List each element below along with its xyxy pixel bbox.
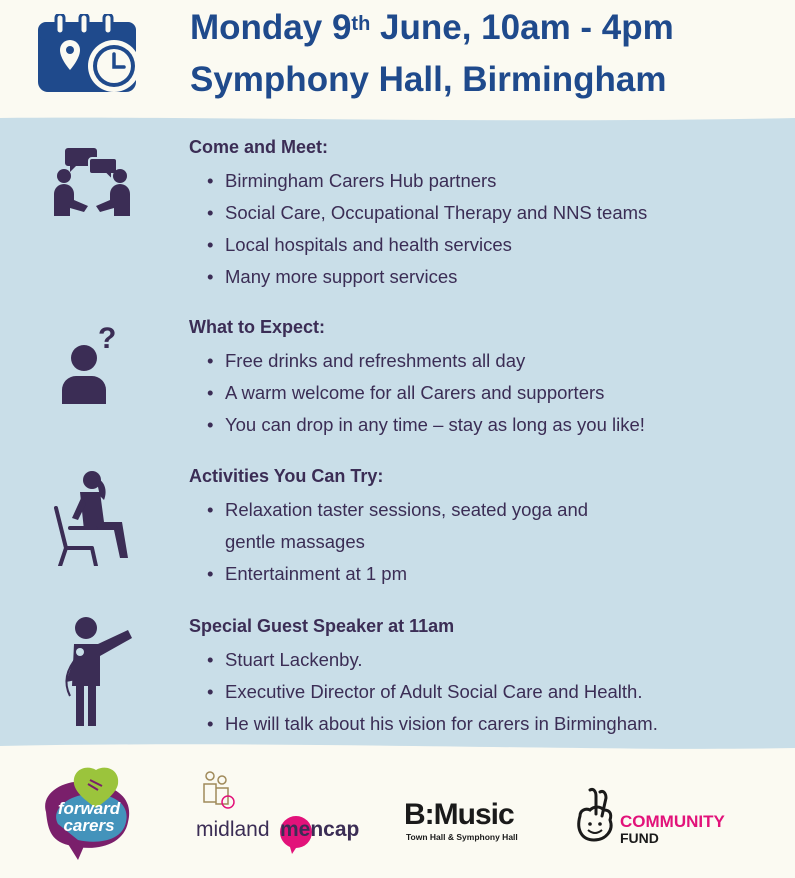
crossed-fingers-icon <box>572 786 620 842</box>
section-title: Come and Meet: <box>189 137 329 157</box>
bullet-list <box>189 345 645 441</box>
mencap-figures-icon <box>198 770 238 816</box>
bmusic-subtitle: Town Hall & Symphony Hall <box>406 832 518 842</box>
list-item: • Social Care, Occupational Therapy and NNS teams <box>207 197 647 229</box>
community-wordmark: COMMUNITY <box>620 812 725 831</box>
forward-carers-logo <box>38 764 138 860</box>
person-question-icon <box>60 320 130 404</box>
section-guest-speaker <box>189 614 658 740</box>
community-fund-logo <box>572 786 752 846</box>
seated-person-icon <box>52 470 132 566</box>
bullet-list <box>189 644 658 740</box>
svg-text:?: ? <box>98 322 117 355</box>
list-item: • Entertainment at 1 pm <box>207 558 588 590</box>
list-item: • Stuart Lackenby. <box>207 644 658 676</box>
list-item: • Free drinks and refreshments all day <box>207 345 645 377</box>
section-title: Activities You Can Try: <box>189 466 384 486</box>
list-item: • Executive Director of Adult Social Care and Health. <box>207 676 658 708</box>
fund-wordmark: FUND <box>620 830 659 846</box>
bullet-list <box>189 165 647 293</box>
list-item: • Many more support services <box>207 261 647 293</box>
midland-wordmark: midland <box>196 818 270 841</box>
forward-carers-wordmark: forward carers <box>57 799 121 835</box>
section-title: Special Guest Speaker at 11am <box>189 616 455 636</box>
header <box>0 0 795 118</box>
list-item: • A warm welcome for all Carers and supporters <box>207 377 645 409</box>
midland-mencap-logo <box>196 770 360 856</box>
calendar-clock-icon <box>38 14 146 94</box>
bullet-list <box>189 494 588 590</box>
list-item: • He will talk about his vision for carers in Birmingham. <box>207 708 658 740</box>
list-item: • Relaxation taster sessions, seated yoga and gentle massages <box>207 494 588 558</box>
event-venue: Symphony Hall, Birmingham <box>190 60 667 99</box>
speaker-microphone-icon <box>52 616 136 726</box>
mencap-wordmark: mencap <box>280 818 360 841</box>
section-title: What to Expect: <box>189 317 326 337</box>
list-item: • Birmingham Carers Hub partners <box>207 165 647 197</box>
section-activities <box>189 464 588 590</box>
section-come-and-meet <box>189 135 647 293</box>
list-item: • Local hospitals and health services <box>207 229 647 261</box>
list-item: • You can drop in any time – stay as long as you like! <box>207 409 645 441</box>
people-conversation-icon <box>52 142 132 218</box>
event-date-time: Monday 9th June, 10am - 4pm <box>190 8 674 47</box>
bmusic-wordmark: B:Music <box>404 798 514 831</box>
bmusic-logo <box>404 798 534 848</box>
section-what-to-expect <box>189 315 645 441</box>
